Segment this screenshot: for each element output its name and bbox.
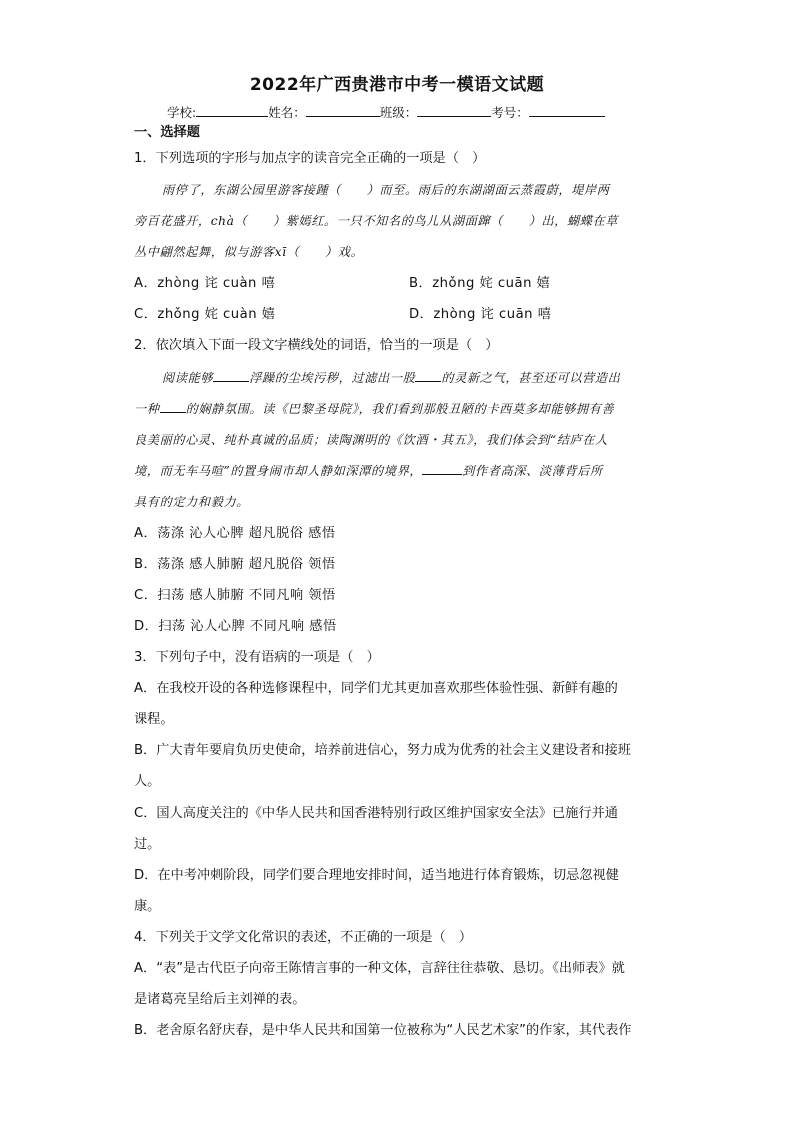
- q2-passage-line: [134, 400, 614, 418]
- q3-option-d-cont: 康。: [134, 899, 161, 914]
- school-label: 学校:: [167, 105, 197, 120]
- q4-option-a-cont: 是诸葛亮呈给后主刘禅的表。: [134, 992, 306, 1007]
- name-label: 姓名：: [268, 105, 306, 120]
- q1-option-b[interactable]: B．zhǒng 姹 cuān 嬉: [409, 276, 551, 291]
- q2-blank-4[interactable]: [422, 462, 462, 475]
- q2-text: 阅读能够: [162, 371, 214, 385]
- q1-option-c[interactable]: C．zhǒng 姹 cuàn 嬉: [134, 307, 276, 322]
- q2-passage-line: [162, 369, 620, 387]
- q2-blank-2[interactable]: [415, 369, 441, 382]
- q1-passage-line: 旁百花盛开，chà（ ）紫嫣红。一只不知名的鸟儿从湖面蹿（ ）出，蝴蝶在草: [134, 214, 619, 228]
- q2-option-b[interactable]: B．荡涤 感人肺腑 超凡脱俗 领悟: [134, 557, 336, 572]
- number-blank[interactable]: [529, 104, 605, 117]
- q2-text: 到作者高深、淡薄背后所: [462, 464, 603, 478]
- class-blank[interactable]: [417, 104, 491, 117]
- q2-text: 浮躁的尘埃污秽，过滤出一股: [249, 371, 416, 385]
- q1-passage-line: 雨停了，东湖公园里游客接踵（ ）而至。雨后的东湖湖面云蒸霞蔚，堤岸两: [162, 183, 610, 197]
- q1-stem: 1．下列选项的字形与加点字的读音完全正确的一项是（ ）: [134, 151, 486, 166]
- q2-text: 境，而无车马喧”的置身闹市却人静如深潭的境界，: [134, 464, 423, 478]
- q3-option-c-cont: 过。: [134, 837, 161, 852]
- q2-blank-1[interactable]: [213, 369, 249, 382]
- q1-option-a[interactable]: A．zhòng 诧 cuàn 嘻: [134, 276, 276, 291]
- q2-text: 的灵新之气，甚至还可以营造出: [441, 371, 621, 385]
- q2-option-c[interactable]: C．扫荡 感人肺腑 不同凡响 领悟: [134, 588, 336, 603]
- q3-option-c[interactable]: C．国人高度关注的《中华人民共和国香港特别行政区维护国家安全法》已施行并通: [134, 806, 618, 821]
- q3-option-b[interactable]: B．广大青年要肩负历史使命，培养前进信心，努力成为优秀的社会主义建设者和接班: [134, 743, 631, 758]
- q2-passage-line: 具有的定力和毅力。: [134, 495, 250, 509]
- student-info-line: [167, 103, 605, 121]
- q2-passage-line: [134, 462, 603, 480]
- q4-option-b[interactable]: B．老舍原名舒庆春，是中华人民共和国第一位被称为“人民艺术家”的作家，其代表作: [134, 1023, 632, 1038]
- q3-option-a[interactable]: A．在我校开设的各种选修课程中，同学们尤其更加喜欢那些体验性强、新鲜有趣的: [134, 681, 618, 696]
- q1-passage-line: 丛中翩然起舞，似与游客xī（ ）戏。: [134, 245, 364, 259]
- q2-text: 一种: [134, 402, 160, 416]
- school-blank[interactable]: [196, 104, 268, 117]
- q3-stem: 3．下列句子中，没有语病的一项是（ ）: [134, 650, 380, 665]
- number-label: 考号：: [491, 105, 529, 120]
- q2-passage-line: 良美丽的心灵、纯朴真诚的品质；读陶渊明的《饮酒・其五》，我们体会到“结庐在人: [134, 433, 608, 447]
- q2-option-a[interactable]: A．荡涤 沁人心脾 超凡脱俗 感悟: [134, 526, 336, 541]
- q3-option-d[interactable]: D．在中考冲刺阶段，同学们要合理地安排时间，适当地进行体育锻炼，切忌忽视健: [134, 868, 619, 883]
- name-blank[interactable]: [306, 104, 380, 117]
- q3-option-b-cont: 人。: [134, 774, 161, 789]
- q2-stem: 2．依次填入下面一段文字横线处的词语，恰当的一项是（ ）: [134, 338, 499, 353]
- q2-text: 的娴静氛围。读《巴黎圣母院》，我们看到那般丑陋的卡西莫多却能够拥有善: [185, 402, 615, 416]
- section-heading: 一、选择题: [134, 125, 200, 140]
- q4-option-a[interactable]: A．“表”是古代臣子向帝王陈情言事的一种文体，言辞往往恭敬、恳切。《出师表》就: [134, 961, 625, 976]
- q2-option-d[interactable]: D．扫荡 沁人心脾 不同凡响 感悟: [134, 619, 337, 634]
- q2-blank-3[interactable]: [160, 400, 186, 413]
- q1-option-d[interactable]: D．zhòng 诧 cuān 嘻: [409, 307, 552, 322]
- exam-title: 2022年广西贵港市中考一模语文试题: [249, 75, 545, 95]
- q3-option-a-cont: 课程。: [134, 712, 174, 727]
- class-label: 班级：: [379, 105, 418, 120]
- q4-stem: 4．下列关于文学文化常识的表述，不正确的一项是（ ）: [134, 930, 473, 945]
